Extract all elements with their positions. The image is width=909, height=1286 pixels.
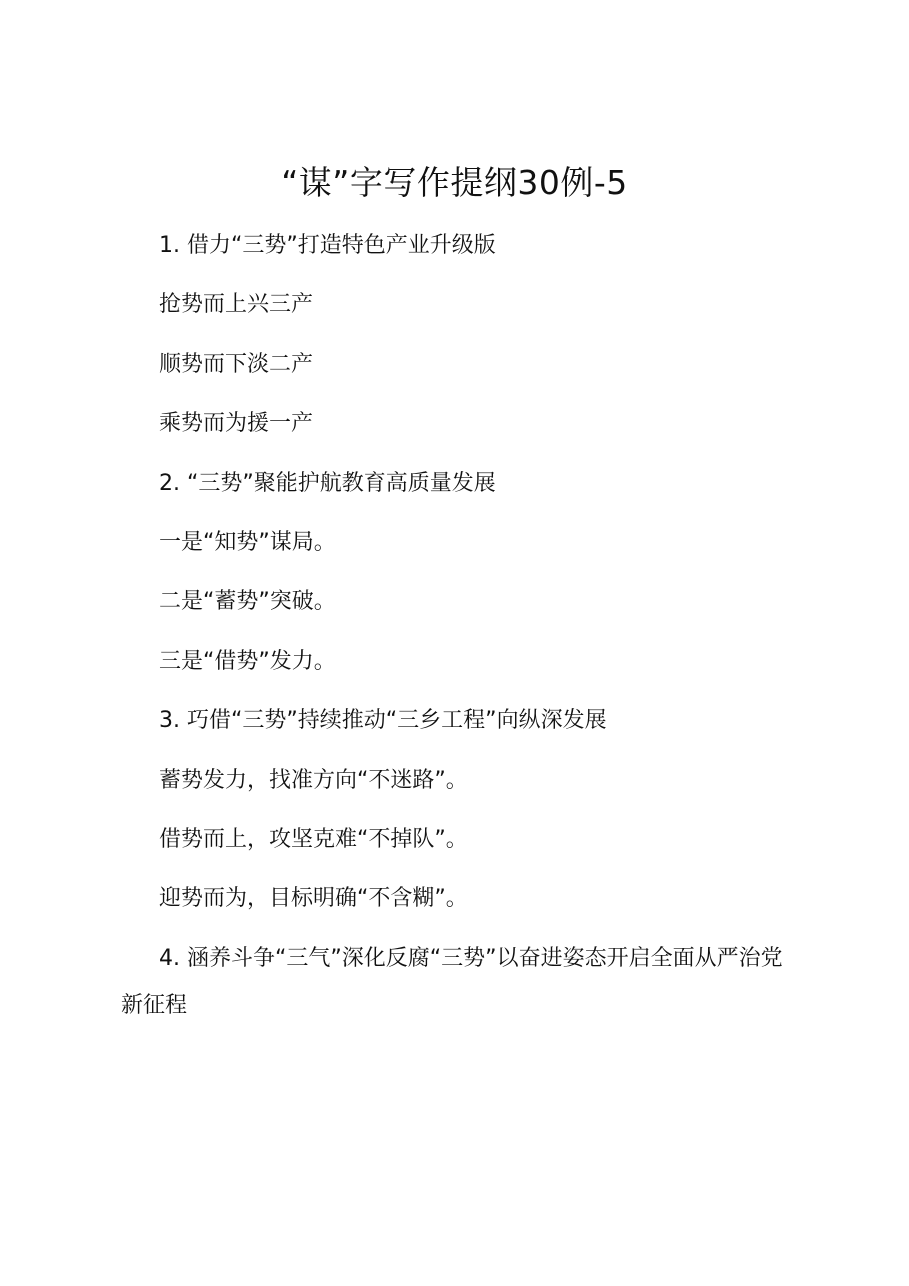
body-line: 抢势而上兴三产	[159, 292, 314, 318]
heading-item-1: 1. 借力“三势”打造特色产业升级版	[159, 233, 496, 258]
document-body	[121, 229, 796, 1055]
heading-item-2: 2. “三势”聚能护航教育高质量发展	[159, 470, 496, 496]
body-line: 三是“借势”发力。	[159, 648, 336, 674]
body-line: 蓄势发力，找准方向“不迷路”。	[159, 767, 468, 793]
body-line: 借势而上，攻坚克难“不掉队”。	[159, 826, 468, 852]
heading-item-4: 4. 涵养斗争“三气”深化反腐“三势”以奋进姿态开启全面从严治党新征程	[121, 945, 783, 1018]
body-line: 一是“知势”谋局。	[159, 529, 336, 555]
document-title: “谋”字写作提纲30例-5	[281, 163, 628, 202]
body-line: 迎势而为，目标明确“不含糊”。	[159, 886, 468, 912]
body-line: 顺势而下淡二产	[159, 351, 314, 377]
body-line: 乘势而为援一产	[159, 411, 314, 437]
heading-item-3: 3. 巧借“三势”持续推动“三乡工程”向纵深发展	[159, 708, 607, 734]
body-line: 二是“蓄势”突破。	[159, 589, 336, 615]
